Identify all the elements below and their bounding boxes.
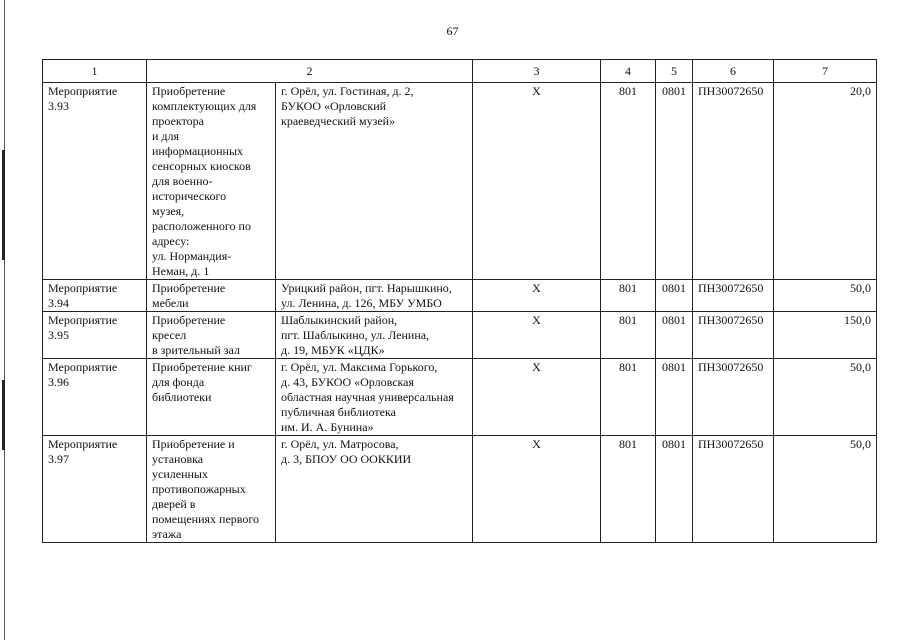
table-row — [43, 280, 877, 312]
col5-cell: 0801 — [656, 312, 693, 359]
col5-cell: 0801 — [656, 359, 693, 436]
measure-cell: Мероприятие 3.96 — [43, 359, 147, 436]
col6-cell: ПН30072650 — [693, 83, 774, 280]
col5-cell: 0801 — [656, 280, 693, 312]
col3-cell: Х — [473, 312, 601, 359]
document-table — [42, 59, 877, 543]
description-cell: Приобретение комплектующих для проектора и для информационных сенсорных киосков для военно- исторического музея, расположенного по адресу: ул. Нормандия- Неман, д. 1 — [147, 83, 276, 280]
measure-cell: Мероприятие 3.94 — [43, 280, 147, 312]
description-cell: Приобретение кресел в зрительный зал — [147, 312, 276, 359]
binding-margin-line — [4, 0, 5, 640]
address-cell: г. Орёл, ул. Гостиная, д. 2, БУКОО «Орловский краеведческий музей» — [276, 83, 473, 280]
header-cell: 2 — [147, 60, 473, 83]
binding-mark — [2, 380, 5, 450]
col3-cell: Х — [473, 359, 601, 436]
description-cell: Приобретение и установка усиленных противопожарных дверей в помещениях первого этажа — [147, 436, 276, 543]
col7-cell: 50,0 — [774, 436, 877, 543]
table-header-row — [43, 60, 877, 83]
table-row — [43, 83, 877, 280]
description-cell: Приобретение мебели — [147, 280, 276, 312]
col4-cell: 801 — [601, 83, 656, 280]
col4-cell: 801 — [601, 436, 656, 543]
col5-cell: 0801 — [656, 83, 693, 280]
col3-cell: Х — [473, 83, 601, 280]
col7-cell: 150,0 — [774, 312, 877, 359]
measure-cell: Мероприятие 3.95 — [43, 312, 147, 359]
header-cell: 3 — [473, 60, 601, 83]
table-row — [43, 436, 877, 543]
col7-cell: 50,0 — [774, 359, 877, 436]
col7-cell: 50,0 — [774, 280, 877, 312]
header-cell: 5 — [656, 60, 693, 83]
page-number: 67 — [446, 24, 459, 38]
header-cell: 1 — [43, 60, 147, 83]
col3-cell: Х — [473, 436, 601, 543]
col5-cell: 0801 — [656, 436, 693, 543]
measure-cell: Мероприятие 3.93 — [43, 83, 147, 280]
col4-cell: 801 — [601, 359, 656, 436]
header-cell: 7 — [774, 60, 877, 83]
col6-cell: ПН30072650 — [693, 280, 774, 312]
col4-cell: 801 — [601, 280, 656, 312]
binding-mark — [2, 150, 5, 260]
address-cell: г. Орёл, ул. Максима Горького, д. 43, БУКОО «Орловская областная научная универсальная публичная библиотека им. И. А. Бунина» — [276, 359, 473, 436]
col3-cell: Х — [473, 280, 601, 312]
measure-cell: Мероприятие 3.97 — [43, 436, 147, 543]
col6-cell: ПН30072650 — [693, 312, 774, 359]
table-row — [43, 359, 877, 436]
col6-cell: ПН30072650 — [693, 359, 774, 436]
address-cell: г. Орёл, ул. Матросова, д. 3, БПОУ ОО ООККИИ — [276, 436, 473, 543]
address-cell: Урицкий район, пгт. Нарышкино, ул. Ленина, д. 126, МБУ УМБО — [276, 280, 473, 312]
table-row — [43, 312, 877, 359]
address-cell: Шаблыкинский район, пгт. Шаблыкино, ул. Ленина, д. 19, МБУК «ЦДК» — [276, 312, 473, 359]
col7-cell: 20,0 — [774, 83, 877, 280]
col6-cell: ПН30072650 — [693, 436, 774, 543]
col4-cell: 801 — [601, 312, 656, 359]
description-cell: Приобретение книг для фонда библиотеки — [147, 359, 276, 436]
header-cell: 4 — [601, 60, 656, 83]
header-cell: 6 — [693, 60, 774, 83]
